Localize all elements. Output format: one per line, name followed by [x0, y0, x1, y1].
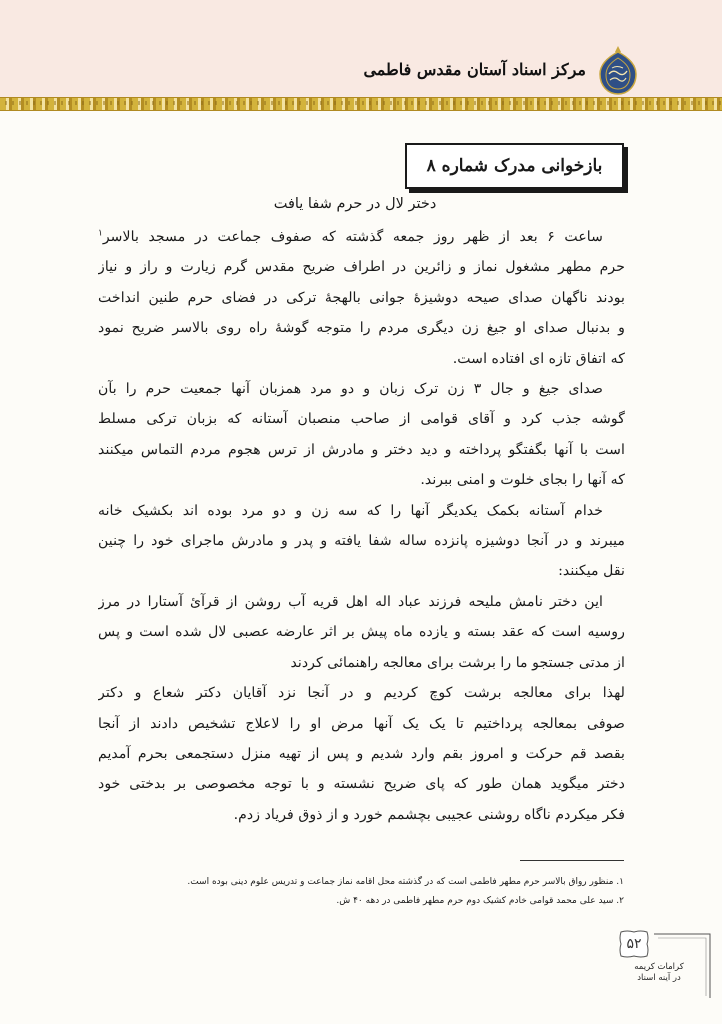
text-line: که اتفاق تازه ای افتاده است. [452, 350, 625, 367]
text-line: روسیه است که عقد بسته و یازده ماه پیش بر اثر عارضه عصبی لال شده است و پس [98, 624, 625, 641]
book-title-line-2: در آینه اسناد [637, 973, 681, 983]
paragraph-3 [98, 496, 625, 587]
text-line: فکر میکردم ناگاه روشنی عجیبی بچشمم خورد و از ذوق فریاد زدم. [233, 806, 625, 823]
text-line: صوفی بمعالجه پرداختیم تا یک یک آنها مرض او را لاعلاج تشخیص دادند از آنجا [98, 715, 625, 732]
page-number: ۵۲ [626, 936, 642, 952]
text-line: و بدنبال صدای او جیغ زن دیگری مردم را متوجه گوشهٔ راه روی بالاسر ضریح نمود [98, 320, 625, 337]
paragraph-2 [98, 374, 625, 496]
footnotes [187, 873, 624, 911]
text-line: دختر میگوید همان طور که پای ضریح نشسته و با توجه مخصوصی بر بدختی خود [98, 776, 625, 793]
paragraph-1 [98, 222, 625, 374]
text-line: بقصد قم حرکت و امروز بقم وارد شدیم و پس از تهیه منزل دستجمعی بحرم آمدیم [98, 745, 625, 762]
archive-center-name: مرکز اسناد آستان مقدس فاطمی [363, 60, 586, 79]
text-line: بودند ناگهان صدای صیحه دوشیزهٔ جوانی بالهجهٔ ترکی در فضای حرم طنین انداخت [98, 289, 625, 306]
document-title-text: بازخوانی مدرک شماره ۸ [426, 156, 603, 176]
footnote-ref: ۱ [98, 228, 103, 239]
book-title [620, 962, 698, 984]
text-line: است با آنها بگفتگو پرداخته و دید دختر و مادرش از ترس هجوم مردم التماس میکنند [98, 441, 625, 458]
footnote-divider [520, 860, 624, 861]
document-subtitle: دختر لال در حرم شفا یافت [273, 196, 437, 212]
text-line: ساعت ۶ بعد از ظهر روز جمعه گذشته که صفوف جماعت در مسجد بالاسر$^۱$ [98, 228, 603, 245]
transcription-body [98, 222, 625, 830]
text-line: خدام آستانه بکمک یکدیگر آنها را که سه زن و دو مرد بوده اند بکشیک خانه [98, 502, 603, 519]
document-title [405, 143, 624, 189]
footnote-2: ۲. سید علی محمد قوامی خادم کشیک دوم حرم مطهر فاطمی در دهه ۴۰ ش. [336, 896, 624, 906]
book-title-line-1: کرامات کریمه [634, 962, 684, 972]
shrine-dome-logo-icon [592, 44, 644, 96]
text-line: صدای جیغ و جال ۳ زن ترک زبان و دو مرد همزبان آنها جمعیت حرم را بآن [98, 381, 603, 398]
header-ornament-pattern [0, 101, 722, 105]
text-line: گوشه جذب کرد و آقای قوامی از صاحب منصبان آستانه که بزبان ترکی مسلط [98, 411, 625, 428]
text-line: که آنها را بجای خلوت و امنی ببرند. [420, 472, 625, 489]
text-line: نقل میکنند: [558, 563, 625, 580]
text-line: لهذا برای معالجه برشت کوچ کردیم و در آنجا نزد آقایان دکتر شعاع و دکتر [98, 685, 625, 702]
paragraph-5 [98, 678, 625, 830]
text-line: میبرند و در آنجا دوشیزه پانزده ساله شفا یافته و پدر و مادرش ماجرای خود را چنین [98, 533, 625, 550]
text-line: از مدتی جستجو ما را برشت برای معالجه راهنمائی کردند [290, 654, 625, 671]
paragraph-4 [98, 587, 625, 678]
footnote-1: ۱. منظور رواق بالاسر حرم مطهر فاطمی است که در گذشته محل اقامه نماز جماعت و تدریس علوم دینی بوده است. [187, 877, 624, 887]
text-line: این دختر نامش ملیحه فرزند عباد اله اهل قریه آب روشن از قرآئ آستارا در مرز [98, 593, 603, 610]
text-line: حرم مطهر مشغول نماز و زائرین در اطراف ضریح مقدس گرم زیارت و راز و نیاز [98, 259, 625, 276]
